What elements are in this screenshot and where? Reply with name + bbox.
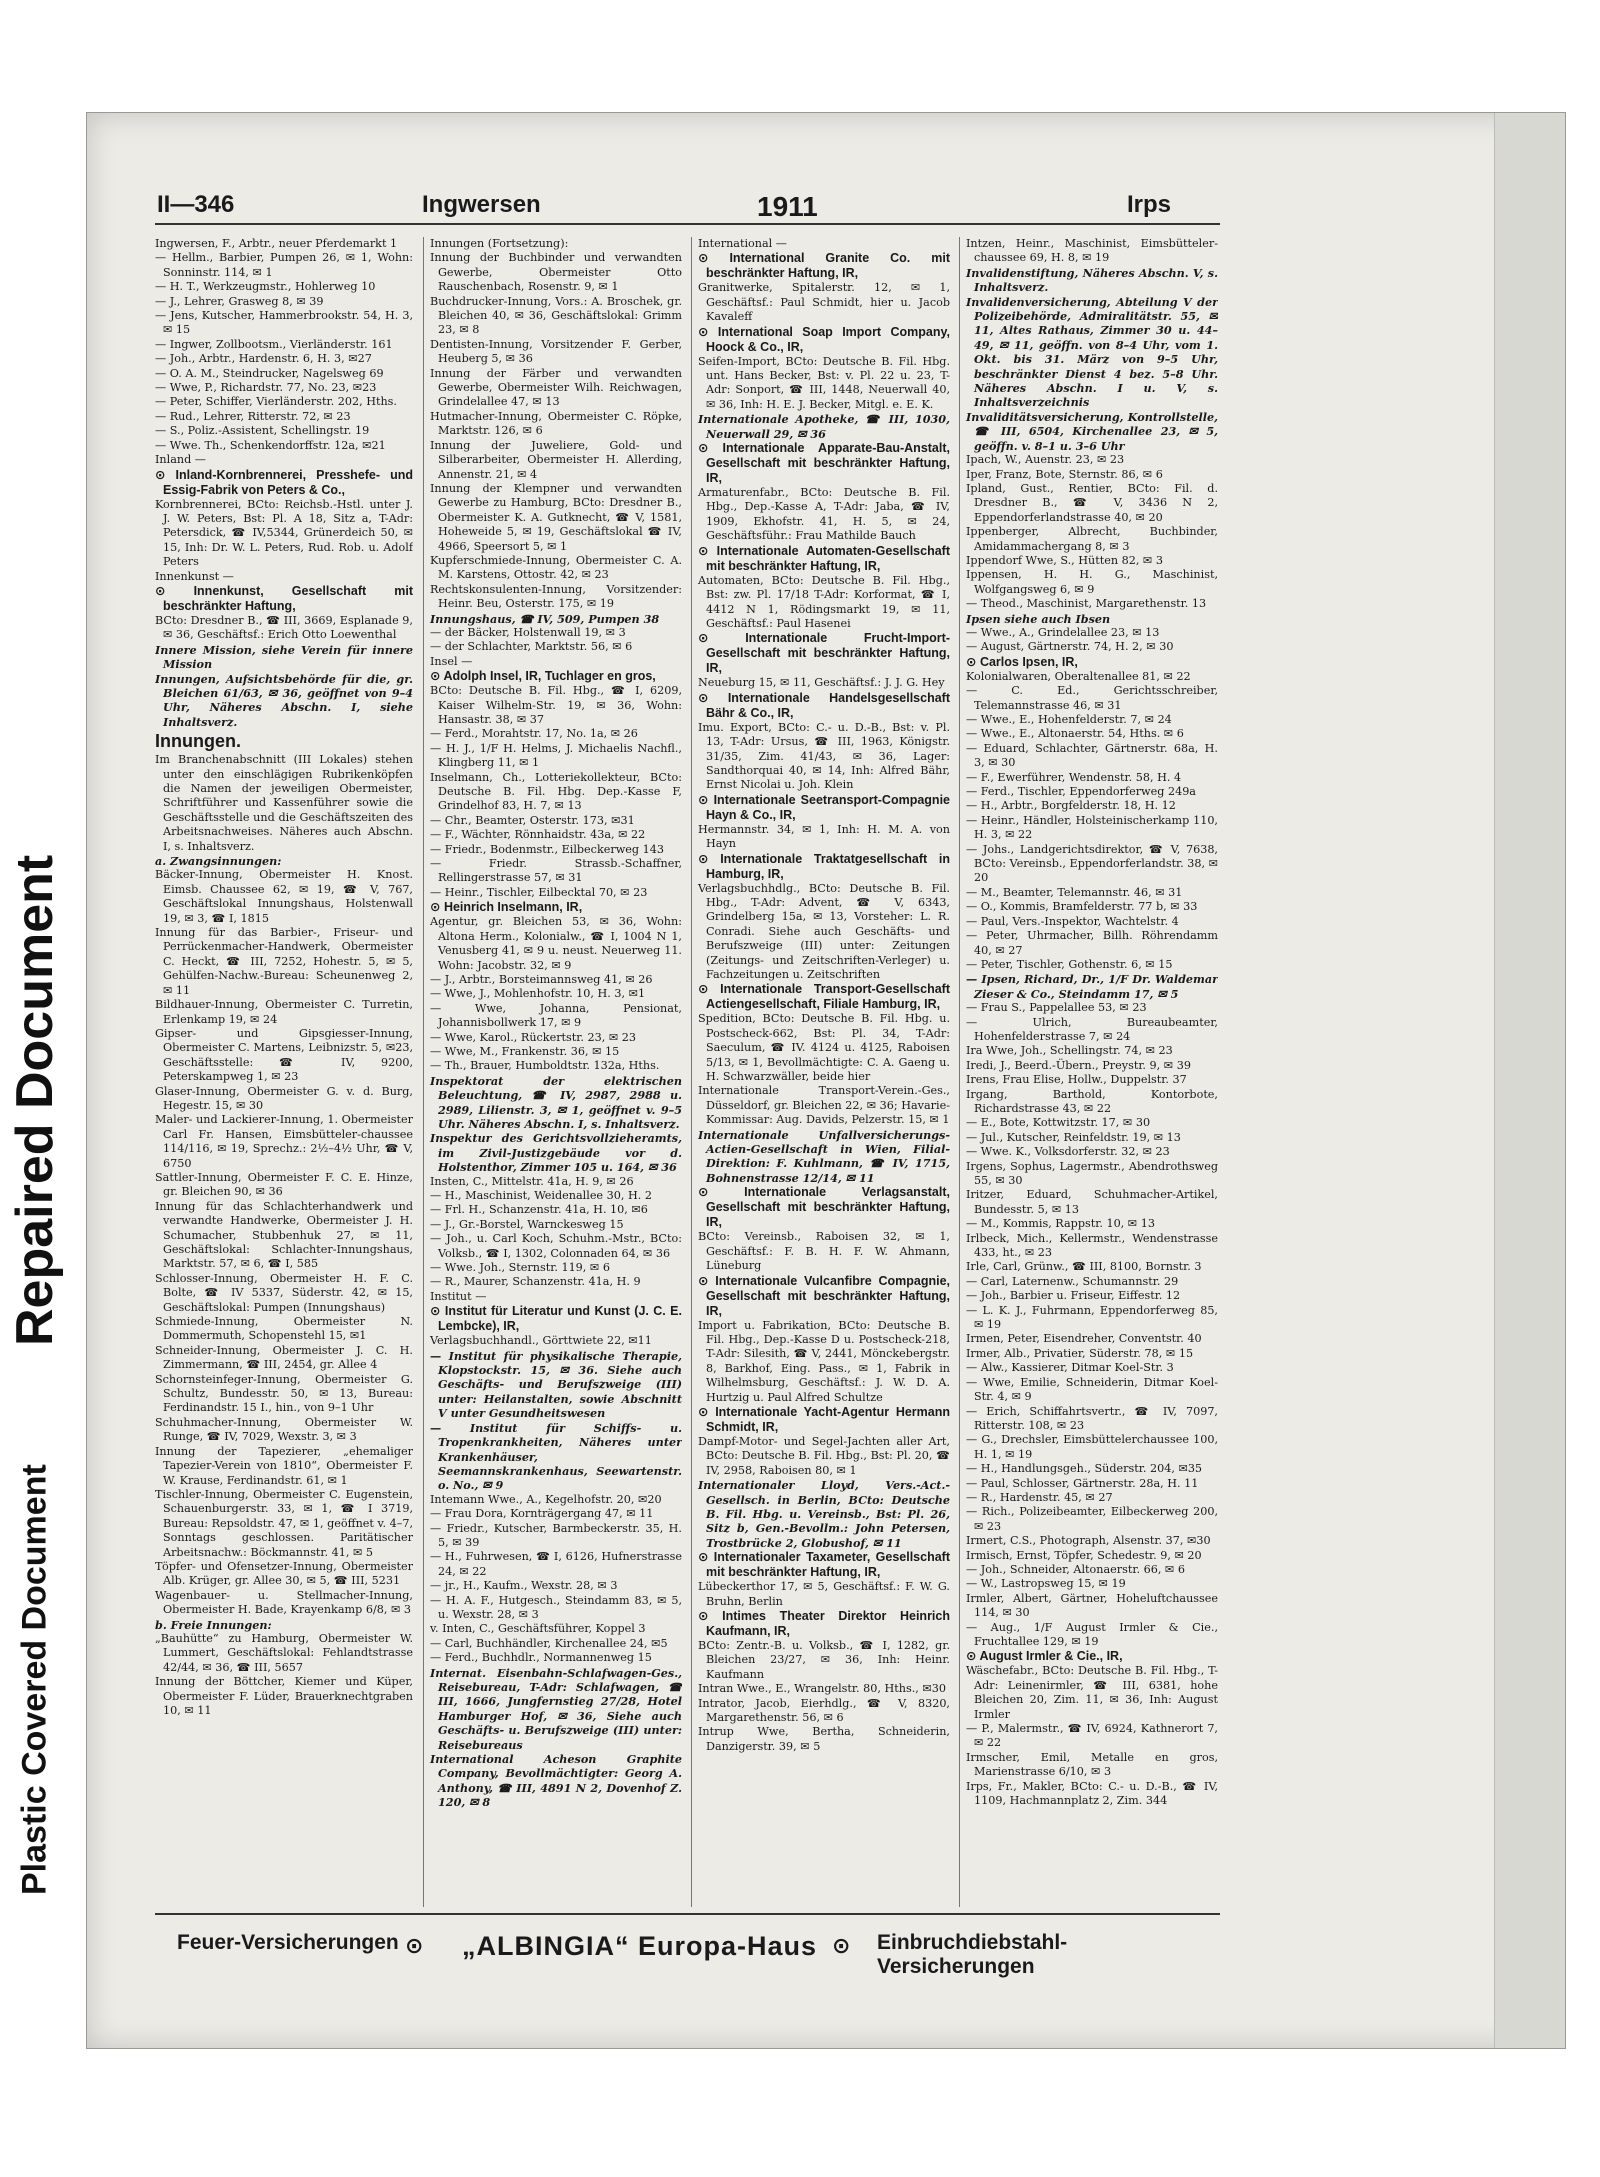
directory-entry: — E., Bote, Kottwitzstr. 17, ✉ 30	[966, 1116, 1151, 1130]
directory-entry: — Frau S., Pappelallee 53, ✉ 23	[966, 1001, 1147, 1015]
directory-entry: Internat. Eisenbahn-Schlafwagen-Ges., Reisebureau, T-Adr: Schlafwagen, ☎ III, 1666, Jungfernstieg 27/28, Hotel Hamburger Hof, ✉ 36, Siehe auch Geschäfts- u. Berufszweige (III) unter: Reisebureaus	[430, 1665, 682, 1752]
directory-entry: — Wwe., A., Grindelallee 23, ✉ 13	[966, 625, 1160, 639]
directory-entry: Kupferschmiede-Innung, Obermeister C. A. M. Karstens, Ottostr. 42, ✉ 23	[430, 553, 682, 582]
firm-entry: ⊙ Internationaler Taxameter, Gesellschaft mit beschränkter Haftung, IR,	[698, 1550, 950, 1580]
directory-entry: Maler- und Lackierer-Innung, 1. Obermeister Carl Fr. Hansen, Eimsbütteler-chaussee 114/116, ✉ 19, Sprechz.: 2½–4½ Uhr, ☎ V, 6750	[155, 1113, 413, 1170]
directory-entry: — Frl. H., Schanzenstr. 41a, H. 10, ✉6	[430, 1203, 648, 1217]
directory-entry: — O., Kommis, Bramfelderstr. 77 b, ✉ 33	[966, 900, 1198, 914]
directory-entry: Insten, C., Mittelstr. 41a, H. 9, ✉ 26	[430, 1174, 634, 1188]
directory-entry: Irmen, Peter, Eisendreher, Conventstr. 40	[966, 1332, 1202, 1346]
directory-entry: — Wwe, Karol., Rückertstr. 23, ✉ 23	[430, 1030, 637, 1044]
directory-entry: Ira Wwe, Joh., Schellingstr. 74, ✉ 23	[966, 1044, 1173, 1058]
directory-entry: Sattler-Innung, Obermeister F. C. E. Hinze, gr. Bleichen 90, ✉ 36	[155, 1170, 413, 1199]
directory-entry: Töpfer- und Ofensetzer-Innung, Obermeister Alb. Krüger, gr. Allee 30, ✉ 5, ☎ III, 5231	[155, 1559, 413, 1588]
firm-entry: ⊙ Internationale Verlagsanstalt, Gesellschaft mit beschränkter Haftung, IR,	[698, 1185, 950, 1230]
column-3	[691, 237, 950, 1907]
directory-entry: Irmler, Albert, Gärtner, Hoheluftchaussee 114, ✉ 30	[966, 1591, 1218, 1620]
directory-entry: Invaliditätsversicherung, Kontrollstelle, ☎ III, 6504, Kirchenallee 23, ✉ 5, geöffn. v. 8–1 u. 3–6 Uhr	[966, 409, 1218, 453]
directory-entry: — C. Ed., Gerichtsschreiber, Telemannstrasse 46, ✉ 31	[966, 684, 1218, 712]
directory-entry: Im Branchenabschnitt (III Lokales) stehen unter den einschlägigen Rubrikenköpfen die Namen der jeweiligen Obermeister, Schriftführer und Kassenführer sowie die Geschäftsstelle und die Geschäftszeiten des Arbeitsnachweises. Näheres auch Abschn. I, s. Inhaltsverz.	[155, 753, 413, 853]
directory-entry: Kornbrennerei, BCto: Reichsb.-Hstl. unter J. J. W. Peters, Bst: Pl. A 18, Sitz a, T-Adr: Petersdick, ☎ IV,5344, Grünerdeich 50, ✉ 15, Inh: Dr. W. L. Peters, Rud. Rob. u. Adolf Peters	[155, 497, 413, 569]
directory-entry: Ipland, Gust., Rentier, BCto: Fil. d. Dresdner B., ☎ V, 3436 N 2, Eppendorferlandstrasse 40, ✉ 20	[966, 481, 1218, 524]
directory-entry: — Institut für physikalische Therapie, Klopstockstr. 15, ✉ 36. Siehe auch Geschäfts- und Berufszweige (III) unter: Heilanstalten, sowie Abschnitt V unter Gesundheitswesen	[430, 1348, 682, 1421]
directory-entry: Innere Mission, siehe Verein für innere Mission	[155, 642, 413, 672]
directory-entry: International Acheson Graphite Company, Bevollmächtigter: Georg A. Anthony, ☎ III, 4891 N 2, Dovenhof Z. 120, ✉ 8	[430, 1752, 682, 1810]
column-2	[423, 237, 682, 1907]
directory-entry: — S., Poliz.-Assistent, Schellingstr. 19	[155, 424, 370, 438]
directory-entry: Lübeckerthor 17, ✉ 5, Geschäftsf.: F. W. G. Bruhn, Berlin	[698, 1580, 950, 1608]
directory-entry: Granitwerke, Spitalerstr. 12, ✉ 1, Geschäftsf.: Paul Schmidt, hier u. Jacob Kavaleff	[698, 281, 950, 324]
directory-entry: Inspektorat der elektrischen Beleuchtung, ☎ IV, 2987, 2988 u. 2989, Lilienstr. 3, ✉ 1, geöffnet v. 9–5 Uhr. Näheres Abschn. I, s. Inhaltsverz.	[430, 1073, 682, 1131]
directory-entry: — Rud., Lehrer, Ritterstr. 72, ✉ 23	[155, 409, 351, 423]
directory-entry: — Paul, Schlosser, Gärtnerstr. 28a, H. 11	[966, 1476, 1199, 1490]
firm-entry: ⊙ August Irmler & Cie., IR,	[966, 1649, 1123, 1664]
directory-entry: — Friedr., Bodenmstr., Eilbeckerweg 143	[430, 842, 664, 856]
directory-entry: BCto: Dresdner B., ☎ III, 3669, Esplanade 9, ✉ 36, Geschäftsf.: Erich Otto Loewenthal	[155, 613, 413, 642]
directory-entry: Schuhmacher-Innung, Obermeister W. Runge, ☎ IV, 7029, Wexstr. 3, ✉ 3	[155, 1415, 413, 1444]
directory-entry: — Paul, Vers.-Inspektor, Wachtelstr. 4	[966, 914, 1179, 928]
directory-entry: — Wwe. Joh., Sternstr. 119, ✉ 6	[430, 1261, 610, 1275]
directory-entry: — Jul., Kutscher, Reinfeldstr. 19, ✉ 13	[966, 1130, 1181, 1144]
directory-entry: Wagenbauer- u. Stellmacher-Innung, Obermeister H. Bade, Krayenkamp 6/8, ✉ 3	[155, 1588, 413, 1617]
directory-entry: — G., Drechsler, Eimsbüttelerchaussee 100, H. 1, ✉ 19	[966, 1433, 1218, 1461]
directory-entry: Gipser- und Gipsgiesser-Innung, Obermeister C. Martens, Leibnizstr. 5, ✉23, Geschäftsstelle: ☎ IV, 9200, Peterskampweg 1, ✉ 23	[155, 1026, 413, 1084]
directory-entry: — Wwe, J., Mohlenhofstr. 10, H. 3, ✉1	[430, 987, 646, 1001]
directory-entry: Schmiede-Innung, Obermeister N. Dommermuth, Schopenstehl 15, ✉1	[155, 1315, 413, 1343]
firm-entry: ⊙ Internationale Frucht-Import-Gesellschaft mit beschränkter Haftung, IR,	[698, 631, 950, 676]
directory-entry: Irgang, Barthold, Kontorbote, Richardstrasse 43, ✉ 22	[966, 1087, 1218, 1115]
directory-entry: Schornsteinfeger-Innung, Obermeister G. Schultz, Bundesstr. 50, ✉ 13, Bureau: Ferdinandstr. 15 I., hin., von 9–1 Uhr	[155, 1372, 413, 1415]
directory-entry: — Heinr., Tischler, Eilbecktal 70, ✉ 23	[430, 885, 648, 899]
directory-entry: Irmscher, Emil, Metalle en gros, Marienstrasse 6/10, ✉ 3	[966, 1750, 1218, 1779]
firm-entry: ⊙ International Granite Co. mit beschränkter Haftung, IR,	[698, 251, 950, 281]
directory-entry: — H. A. F., Hutgesch., Steindamm 83, ✉ 5, u. Wexstr. 28, ✉ 3	[430, 1593, 682, 1621]
directory-entry: Innungen, Aufsichtsbehörde für die, gr. Bleichen 61/63, ✉ 36, geöffnet von 9–4 Uhr, Näheres Abschn. I, siehe Inhaltsverz.	[155, 671, 413, 729]
footer-rule	[155, 1913, 1220, 1915]
directory-entry: Schneider-Innung, Obermeister J. C. H. Zimmermann, ☎ III, 2454, gr. Allee 4	[155, 1343, 413, 1372]
firm-entry: ⊙ International Soap Import Company, Hoock & Co., IR,	[698, 324, 950, 354]
directory-entry: Glaser-Innung, Obermeister G. v. d. Burg, Hegestr. 15, ✉ 30	[155, 1084, 413, 1112]
header-rule	[155, 223, 1220, 225]
directory-entry: Insel —	[430, 654, 473, 668]
column-1	[155, 237, 413, 1907]
directory-entry: Innenkunst —	[155, 569, 234, 583]
directory-entry: Tischler-Innung, Obermeister C. Eugenstein, Schauenburgerstr. 33, ✉ 1, ☎ I 3719, Bureau: Repsoldstr. 47, ✉ 1, geöffnet v. 4–7, Sonntags geschlossen. Paritätischer Arbeitsnachw.: Böckmannstr. 41, ✉ 5	[155, 1487, 413, 1559]
directory-entry: — H., Arbtr., Borgfelderstr. 18, H. 12	[966, 799, 1176, 813]
directory-entry: Ipsen siehe auch Ibsen	[966, 611, 1111, 626]
directory-entry: — Wwe, M., Frankenstr. 36, ✉ 15	[430, 1044, 620, 1058]
directory-entry: Imu. Export, BCto: C.- u. D.-B., Bst: v. Pl. 13, T-Adr: Ursus, ☎ III, 1963, Königstr. 31/35, Zim. 41/43, ✉ 36, Lager: Sandthorquai 40, ✉ 14, Inh: Alfred Bähr, Ernst Nicolai u. Joh. Klein	[698, 720, 950, 792]
directory-entry: a. Zwangsinnungen:	[155, 854, 282, 869]
directory-entry: Seifen-Import, BCto: Deutsche B. Fil. Hbg. unt. Hans Becker, Bst: v. Pl. 22 u. 23, T-Adr: Sonport, ☎ III, 1448, Neuerwall 40, ✉ 36, Inh: H. E. J. Becker, Mitgl. e. E. K.	[698, 354, 950, 411]
directory-entry: — Friedr. Strassb.-Schaffner, Rellingerstrasse 57, ✉ 31	[430, 857, 682, 885]
directory-entry: — Friedr., Kutscher, Barmbeckerstr. 35, H. 5, ✉ 39	[430, 1521, 682, 1549]
directory-entry: Dentisten-Innung, Vorsitzender F. Gerber, Heuberg 5, ✉ 36	[430, 337, 682, 366]
directory-entry: — J., Gr.-Borstel, Warnckesweg 15	[430, 1217, 624, 1231]
directory-entry: Inselmann, Ch., Lotteriekollekteur, BCto: Deutsche B. Fil. Hbg. Dep.-Kasse F, Grindelhof 83, H. 7, ✉ 13	[430, 770, 682, 813]
directory-entry: — H., Handlungsgeh., Süderstr. 204, ✉35	[966, 1462, 1203, 1476]
directory-entry: — Ingwer, Zollbootsm., Vierländerstr. 161	[155, 337, 393, 351]
directory-entry: Inland —	[155, 453, 206, 467]
directory-entry: — Erich, Schiffahrtsvertr., ☎ IV, 7097, Ritterstr. 108, ✉ 23	[966, 1404, 1218, 1432]
directory-entry: — L. K. J., Fuhrmann, Eppendorferweg 85, ✉ 19	[966, 1303, 1218, 1332]
directory-entry: — J., Lehrer, Grasweg 8, ✉ 39	[155, 294, 324, 308]
directory-entry: Invalidenstiftung, Näheres Abschn. V, s. Inhaltsverz.	[966, 265, 1218, 295]
page-header	[157, 191, 1217, 231]
section-heading: Innungen.	[155, 731, 241, 752]
directory-entry: — der Bäcker, Holstenwall 19, ✉ 3	[430, 625, 626, 639]
footer-left-text: Feuer-Versicherungen	[177, 1931, 399, 1954]
directory-entry: Irmer, Alb., Privatier, Süderstr. 78, ✉ 15	[966, 1346, 1194, 1360]
directory-entry: Internationale Unfallversicherungs-Actien-Gesellschaft in Wien, Filial-Direktion: F. Kuhlmann, ☎ IV, 1715, Bohnenstrasse 12/14, ✉ 11	[698, 1127, 950, 1185]
advertisement-footer	[177, 1931, 1217, 1978]
directory-entry: Ippenberger, Albrecht, Buchbinder, Amidammachergang 8, ✉ 3	[966, 525, 1218, 553]
header-year: 1911	[757, 191, 818, 222]
directory-entry: Neueburg 15, ✉ 11, Geschäftsf.: J. J. G. Hey	[698, 676, 945, 690]
directory-entry: — Aug., 1/F August Irmler & Cie., Fruchtallee 129, ✉ 19	[966, 1620, 1218, 1648]
directory-entry: — P., Malermstr., ☎ IV, 6924, Kathnerort 7, ✉ 22	[966, 1722, 1218, 1750]
directory-entry: Ippendorf Wwe, S., Hütten 82, ✉ 3	[966, 553, 1163, 567]
directory-entry: Buchdrucker-Innung, Vors.: A. Broschek, gr. Bleichen 40, ✉ 36, Geschäftslokal: Grimm 23, ✉ 8	[430, 294, 682, 337]
directory-entry: Innung der Böttcher, Kiemer und Küper, Obermeister F. Lüder, Brauerknechtgraben 10, ✉ 11	[155, 1675, 413, 1717]
footer-right-text: Einbruchdiebstahl-Versicherungen	[877, 1931, 1068, 1978]
firm-entry: ⊙ Internationale Seetransport-Compagnie Hayn & Co., IR,	[698, 792, 950, 822]
directory-entry: Innung der Klempner und verwandten Gewerbe zu Hamburg, BCto: Dresdner B., Obermeister K. A. Gutknecht, ☎ V, 1581, Hoheweide 5, ✉ 19, Geschäftslokal ☎ IV, 4966, Speersort 5, ✉ 1	[430, 481, 682, 553]
directory-entry: Agentur, gr. Bleichen 53, ✉ 36, Wohn: Altona Herm., Kolonialw., ☎ I, 1004 N 1, Venusberg 41, ✉ 9 u. neust. Neuerweg 11. Wohn: Jacobstr. 32, ✉ 9	[430, 915, 682, 972]
firm-entry: ⊙ Internationale Vulcanfibre Compagnie, Gesellschaft mit beschränkter Haftung, IR,	[698, 1273, 950, 1318]
directory-entry: Ippensen, H. H. G., Maschinist, Wolfgangsweg 6, ✉ 9	[966, 568, 1218, 596]
firm-entry: ⊙ Internationale Apparate-Bau-Anstalt, Gesellschaft mit beschränkter Haftung, IR,	[698, 441, 950, 486]
repaired-document-label: Repaired Document	[6, 854, 64, 1346]
directory-entry: — Ipsen, Richard, Dr., 1/F Dr. Waldemar Zieser & Co., Steindamm 17, ✉ 5	[966, 972, 1218, 1001]
directory-entry: Automaten, BCto: Deutsche B. Fil. Hbg., Bst: zw. Pl. 17/18 T-Adr: Korformat, ☎ I, 4412 N 1, Rödingsmarkt 19, ✉ 11, Geschäftsf.: Paul Hasenei	[698, 573, 950, 630]
directory-entry: Innungshaus, ☎ IV, 509, Pumpen 38	[430, 611, 660, 626]
directory-entry: Irps, Fr., Makler, BCto: C.- u. D.-B., ☎ IV, 1109, Hachmannplatz 2, Zim. 344	[966, 1779, 1218, 1808]
directory-entry: — Peter, Schiffer, Vierländerstr. 202, Hths.	[155, 395, 397, 409]
footer-center-text: „ALBINGIA“ Europa-Haus	[462, 1931, 818, 1961]
directory-entry: — H., Fuhrwesen, ☎ I, 6126, Hufnerstrasse 24, ✉ 22	[430, 1550, 682, 1578]
directory-entry: — Wwe. K., Volksdorferstr. 32, ✉ 23	[966, 1145, 1170, 1159]
firm-entry: ⊙ Internationale Transport-Gesellschaft Actiengesellschaft, Filiale Hamburg, IR,	[698, 982, 950, 1012]
directory-entry: — Theod., Maschinist, Margarethenstr. 13	[966, 597, 1207, 611]
directory-entry: — Wwe. Th., Schenkendorffstr. 12a, ✉21	[155, 438, 386, 452]
directory-entry: BCto: Vereinsb., Raboisen 32, ✉ 1, Geschäftsf.: F. B. H. F. W. Ahmann, Lüneburg	[698, 1230, 950, 1273]
directory-entry: Iredi, J., Beerd.-Übern., Preystr. 9, ✉ 39	[966, 1058, 1191, 1072]
directory-entry: Hutmacher-Innung, Obermeister C. Röpke, Marktstr. 126, ✉ 6	[430, 409, 682, 438]
footer-bullet-icon: ⊙	[405, 1933, 424, 1958]
directory-entry: Schlosser-Innung, Obermeister H. F. C. Bolte, ☎ IV 5337, Süderstr. 42, ✉ 15, Geschäftslokal: Pumpen (Innungshaus)	[155, 1271, 413, 1314]
directory-entry: Institut —	[430, 1289, 487, 1303]
directory-entry: Bäcker-Innung, Obermeister H. Knost. Eimsb. Chaussee 62, ✉ 19, ☎ V, 767, Geschäftslokal Innungshaus, Holstenwall 19, ✉ 3, ☎ I, 1815	[155, 868, 413, 925]
directory-entry: Irmert, C.S., Photograph, Alsenstr. 37, ✉30	[966, 1534, 1211, 1548]
directory-entry: — Joh., Arbtr., Hardenstr. 6, H. 3, ✉27	[155, 352, 372, 366]
directory-entry: — Johs., Landgerichtsdirektor, ☎ V, 7638, BCto: Vereinsb., Eppendorferlandstr. 38, ✉ 20	[966, 842, 1218, 885]
directory-entry: Kolonialwaren, Oberaltenallee 81, ✉ 22	[966, 669, 1191, 683]
page-number: II—346	[157, 191, 235, 218]
firm-entry: ⊙ Internationale Yacht-Agentur Hermann Schmidt, IR,	[698, 1404, 950, 1434]
directory-entry: — Eduard, Schlachter, Gärtnerstr. 68a, H. 3, ✉ 30	[966, 741, 1218, 770]
directory-entry: Internationaler Lloyd, Vers.-Act.-Gesellsch. in Berlin, BCto: Deutsche B. Fil. Hbg. u. Vereinsb., Bst: Pl. 26, Sitz b, Gen.-Bevollm.: John Petersen, Trostbrücke 2, Globushof, ✉ 11	[698, 1478, 950, 1550]
directory-entry: — Ferd., Morahtstr. 17, No. 1a, ✉ 26	[430, 727, 638, 741]
column-4	[959, 237, 1218, 1907]
directory-entry: Intran Wwe., E., Wrangelstr. 80, Hths., ✉30	[698, 1682, 946, 1696]
directory-entry: — H., Maschinist, Weidenallee 30, H. 2	[430, 1189, 652, 1202]
directory-entry: Verlagsbuchhdlg., BCto: Deutsche B. Fil. Hbg., T-Adr: Advent, ☎ V, 6343, Grindelberg 15a, ✉ 13, Vorsteher: L. R. Conradi. Siehe auch Geschäfts- und Berufszweige (III) unter: Zeitungen (Zeitungs- und Zeitschriften-Verleger) u. Fachzeitungen u. Zeitschriften	[698, 881, 950, 981]
firm-entry: ⊙ Adolph Insel, IR, Tuchlager en gros,	[430, 669, 656, 684]
directory-entry: — Peter, Tischler, Gothenstr. 6, ✉ 15	[966, 957, 1173, 971]
directory-entry: — Th., Brauer, Humboldtstr. 132a, Hths.	[430, 1059, 660, 1073]
directory-page	[86, 112, 1566, 2049]
directory-entry: Innung für das Schlachterhandwerk und verwandte Handwerke, Obermeister J. H. Schumacher, Stubbenhuk 27, ✉ 11, Geschäftslokal: Schlachter-Innungshaus, Marktstr. 57, ✉ 6, ☎ I, 585	[155, 1199, 413, 1271]
directory-entry: — F., Wächter, Rönnhaidstr. 43a, ✉ 22	[430, 828, 646, 842]
directory-entry: — Heinr., Händler, Holsteinischerkamp 110, H. 3, ✉ 22	[966, 813, 1218, 842]
directory-entry: Internationale Apotheke, ☎ III, 1030, Neuerwall 29, ✉ 36	[698, 412, 950, 441]
directory-entry: Iper, Franz, Bote, Sternstr. 86, ✉ 6	[966, 467, 1163, 481]
directory-entry: — jr., H., Kaufm., Wexstr. 28, ✉ 3	[430, 1579, 618, 1593]
plastic-covered-label: Plastic Covered Document	[15, 1464, 54, 1896]
directory-entry: Armaturenfabr., BCto: Deutsche B. Fil. Hbg., Dep.-Kasse A, T-Adr: Jaba, ☎ IV, 1909, Ekhofstr. 41, H. 5, ✉ 24, Geschäftsführ.: Frau Mathilde Bauch	[698, 486, 950, 543]
directory-columns	[155, 237, 1220, 1907]
directory-entry: Wäschefabr., BCto: Deutsche B. Fil. Hbg., T-Adr: Leinenirmler, ☎ III, 6381, hohe Bleichen 20, Zim. 11, ✉ 36, Inh: August Irmler	[966, 1664, 1218, 1721]
directory-entry: Irens, Frau Elise, Hollw., Duppelstr. 37	[966, 1073, 1187, 1087]
directory-entry: — O. A. M., Steindrucker, Nagelsweg 69	[155, 366, 384, 380]
directory-entry: Innung der Tapezierer, „ehemaliger Tapezier-Verein von 1810“, Obermeister F. W. Krause, Ferdinandstr. 61, ✉ 1	[155, 1444, 413, 1487]
firm-entry: ⊙ Internationale Automaten-Gesellschaft mit beschränkter Haftung, IR,	[698, 543, 950, 573]
directory-entry: BCto: Deutsche B. Fil. Hbg., ☎ I, 6209, Kaiser Wilhelm-Str. 19, ✉ 36, Wohn: Hansastr. 38, ✉ 37	[430, 684, 682, 726]
directory-entry: — F., Ewerführer, Wendenstr. 58, H. 4	[966, 770, 1182, 784]
directory-entry: — Wwe., E., Hohenfelderstr. 7, ✉ 24	[966, 713, 1172, 726]
directory-entry: — Ulrich, Bureaubeamter, Hohenfelderstrasse 7, ✉ 24	[966, 1015, 1218, 1043]
directory-entry: Invalidenversicherung, Abteilung V der Polizeibehörde, Admiralitätstr. 55, ✉ 11, Altes Rathaus, Zimmer 30 u. 44–49, ✉ 11, geöffn. von 8–4 Uhr, vom 1. Okt. bis 31. März von 9–5 Uhr, beschränkter Dienst 4 bez. 5–8 Uhr. Näheres Abschn. I u. V, s. Inhaltsverzeichnis	[966, 294, 1218, 410]
directory-entry: — Frau Dora, Kornträgergang 47, ✉ 11	[430, 1507, 654, 1521]
firm-entry: ⊙ Internationale Traktatgesellschaft in Hamburg, IR,	[698, 851, 950, 881]
directory-entry: b. Freie Innungen:	[155, 1617, 272, 1632]
directory-entry: v. Inten, C., Geschäftsführer, Koppel 3	[430, 1622, 646, 1636]
directory-entry: Intemann Wwe., A., Kegelhofstr. 20, ✉20	[430, 1492, 662, 1506]
directory-entry: Bildhauer-Innung, Obermeister C. Turretin, Erlenkamp 19, ✉ 24	[155, 998, 413, 1026]
directory-entry: — August, Gärtnerstr. 74, H. 2, ✉ 30	[966, 640, 1174, 654]
directory-entry: Ingwersen, F., Arbtr., neuer Pferdemarkt 1	[155, 237, 398, 250]
directory-entry: „Bauhütte“ zu Hamburg, Obermeister W. Lummert, Geschäftslokal: Fehlandtstrasse 42/44, ✉ 36, ☎ III, 5657	[155, 1631, 413, 1674]
directory-entry: — Chr., Beamter, Osterstr. 173, ✉31	[430, 813, 635, 827]
directory-entry: — W., Lastropsweg 15, ✉ 19	[966, 1577, 1126, 1591]
directory-entry: Innung der Buchbinder und verwandten Gewerbe, Obermeister Otto Rauschenbach, Rosenstr. 9, ✉ 1	[430, 251, 682, 294]
firm-entry: ⊙ Innenkunst, Gesellschaft mit beschränkter Haftung,	[155, 583, 413, 613]
directory-entry: Intrator, Jacob, Eierhdlg., ☎ V, 8320, Margarethenstr. 56, ✉ 6	[698, 1696, 950, 1725]
header-right-word: Irps	[1127, 191, 1172, 218]
directory-entry: — M., Beamter, Telemannstr. 46, ✉ 31	[966, 885, 1183, 899]
directory-entry: Import u. Fabrikation, BCto: Deutsche B. Fil. Hbg., Dep.-Kasse D u. Postscheck-218, T-Adr: Silesith, ☎ V, 2441, Mönckebergstr. 8, Barkhof, Eing. Pass., ✉ 1, Fabrik in Wilhelmsburg, Geschäftsf.: J. W. D. A. Hurtzig u. Paul Alfred Schultze	[698, 1318, 950, 1404]
directory-entry: — Rich., Polizeibeamter, Eilbeckerweg 200, ✉ 23	[966, 1505, 1218, 1533]
directory-entry: Irgens, Sophus, Lagermstr., Abendrothsweg 55, ✉ 30	[966, 1159, 1218, 1187]
directory-entry: — Joh., Schneider, Altonaerstr. 66, ✉ 6	[966, 1562, 1185, 1576]
directory-entry: Ipach, W., Auenstr. 23, ✉ 23	[966, 453, 1125, 467]
directory-entry: Irlbeck, Mich., Kellermstr., Wendenstrasse 433, ht., ✉ 23	[966, 1231, 1218, 1260]
directory-entry: Iritzer, Eduard, Schuhmacher-Artikel, Bundesstr. 5, ✉ 13	[966, 1188, 1218, 1216]
header-left-word: Ingwersen	[422, 191, 541, 218]
directory-entry: — Hellm., Barbier, Pumpen 26, ✉ 1, Wohn: Sonninstr. 114, ✉ 1	[155, 251, 413, 279]
directory-entry: Innung der Juweliere, Gold- und Silberarbeiter, Obermeister H. Allerding, Annenstr. 21, ✉ 4	[430, 438, 682, 481]
directory-entry: Dampf-Motor- und Segel-Jachten aller Art, BCto: Deutsche B. Fil. Hbg., Bst: Pl. 20, ☎ IV, 2958, Raboisen 80, ✉ 1	[698, 1434, 950, 1477]
directory-entry: — Joh., Barbier u. Friseur, Eiffestr. 12	[966, 1289, 1181, 1303]
directory-entry: — R., Maurer, Schanzenstr. 41a, H. 9	[430, 1275, 641, 1289]
firm-entry: ⊙ Heinrich Inselmann, IR,	[430, 900, 583, 915]
directory-entry: — J., Arbtr., Borsteimannsweg 41, ✉ 26	[430, 972, 653, 986]
directory-entry: — Ferd., Buchhdlr., Normannenweg 15	[430, 1651, 652, 1665]
directory-entry: — Jens, Kutscher, Hammerbrookstr. 54, H. 3, ✉ 15	[155, 309, 413, 337]
directory-entry: Inspektur des Gerichtsvollzieheramts, im Zivil-Justizgebäude vor d. Holstenthor, Zimmer 105 u. 164, ✉ 36	[430, 1131, 682, 1175]
directory-entry: — Wwe., E., Altonaerstr. 54, Hths. ✉ 6	[966, 727, 1184, 741]
directory-entry: Hermannstr. 34, ✉ 1, Inh: H. M. A. von Hayn	[698, 822, 950, 851]
directory-entry: Irle, Carl, Grünw., ☎ III, 8100, Bornstr. 3	[966, 1260, 1202, 1274]
directory-entry: Innung für das Barbier-, Friseur- und Perrückenmacher-Handwerk, Obermeister C. Heckt, ☎ III, 7252, Hohestr. 5, ✉ 5, Gehülfen-Nachw.-Bureau: Scheunenweg 2, ✉ 11	[155, 926, 413, 997]
directory-entry: — Wwe, Johanna, Pensionat, Johannisbollwerk 17, ✉ 9	[430, 1001, 682, 1030]
directory-entry: Rechtskonsulenten-Innung, Vorsitzender: Heinr. Beu, Osterstr. 175, ✉ 19	[430, 582, 682, 611]
directory-entry: — Wwe, P., Richardstr. 77, No. 23, ✉23	[155, 381, 377, 395]
directory-entry: — Ferd., Tischler, Eppendorferweg 249a	[966, 785, 1196, 799]
directory-entry: Innungen (Fortsetzung):	[430, 237, 569, 250]
directory-entry: — der Schlachter, Marktstr. 56, ✉ 6	[430, 640, 633, 654]
directory-entry: — M., Kommis, Rappstr. 10, ✉ 13	[966, 1217, 1155, 1231]
directory-entry: Intzen, Heinr., Maschinist, Eimsbütteler-chaussee 69, H. 8, ✉ 19	[966, 237, 1218, 265]
firm-entry: ⊙ Internationale Handelsgesellschaft Bähr & Co., IR,	[698, 690, 950, 720]
firm-entry: ⊙ Carlos Ipsen, IR,	[966, 654, 1078, 669]
directory-entry: Irmisch, Ernst, Töpfer, Schedestr. 9, ✉ 20	[966, 1548, 1202, 1562]
directory-entry: Verlagsbuchhandl., Görttwiete 22, ✉11	[430, 1334, 652, 1348]
directory-entry: — H. T., Werkzeugmstr., Hohlerweg 10	[155, 280, 376, 294]
page-edge	[1494, 113, 1565, 2048]
directory-entry: — Carl, Buchhändler, Kirchenallee 24, ✉5	[430, 1636, 668, 1650]
footer-bullet-icon: ⊙	[832, 1933, 851, 1958]
firm-entry: ⊙ Intimes Theater Direktor Heinrich Kaufmann, IR,	[698, 1609, 950, 1638]
directory-entry: International —	[698, 237, 787, 250]
directory-entry: — Joh., u. Carl Koch, Schuhm.-Mstr., BCto: Volksb., ☎ I, 1302, Colonnaden 64, ✉ 36	[430, 1232, 682, 1260]
directory-entry: BCto: Zentr.-B. u. Volksb., ☎ I, 1282, gr. Bleichen 23/27, ✉ 36, Inh: Heinr. Kaufmann	[698, 1639, 950, 1681]
directory-entry: Intrup Wwe, Bertha, Schneiderin, Danzigerstr. 39, ✉ 5	[698, 1725, 950, 1753]
directory-entry: — R., Hardenstr. 45, ✉ 27	[966, 1490, 1113, 1504]
directory-entry: — Peter, Uhrmacher, Billh. Röhrendamm 40, ✉ 27	[966, 929, 1218, 957]
directory-entry: — Institut für Schiffs- u. Tropenkrankheiten, Näheres unter Krankenhäuser, Seemannskrankenhaus, Seewartenstr. o. No., ✉ 9	[430, 1420, 682, 1493]
directory-entry: — Alw., Kassierer, Ditmar Koel-Str. 3	[966, 1361, 1174, 1375]
directory-entry: Spedition, BCto: Deutsche B. Fil. Hbg. u. Postscheck-662, Bst: Pl. 34, T-Adr: Saeculum, ☎ IV. 4124 u. 4125, Raboisen 5/13, ✉ 1, Bevollmächtigte: C. A. Gaeng u. H. Schwarzwäller, beide hier	[698, 1012, 950, 1084]
firm-entry: ⊙ Inland-Kornbrennerei, Presshefe- und Essig-Fabrik von Peters & Co.,	[155, 467, 413, 497]
firm-entry: ⊙ Institut für Literatur und Kunst (J. C. E. Lembcke), IR,	[430, 1304, 682, 1334]
directory-entry: — H. J., 1/F H. Helms, J. Michaelis Nachfl., Klingberg 11, ✉ 1	[430, 741, 682, 770]
directory-entry: — Carl, Laternenw., Schumannstr. 29	[966, 1274, 1179, 1288]
directory-entry: — Wwe, Emilie, Schneiderin, Ditmar Koel-Str. 4, ✉ 9	[966, 1375, 1218, 1404]
directory-entry: Internationale Transport-Verein.-Ges., Düsseldorf, gr. Bleichen 22, ✉ 36; Havarie-Kommissar: Aug. Davids, Pelzerstr. 15, ✉ 1	[698, 1084, 950, 1127]
directory-entry: Innung der Färber und verwandten Gewerbe, Obermeister Wilh. Reichwagen, Grindelallee 47, ✉ 13	[430, 366, 682, 409]
